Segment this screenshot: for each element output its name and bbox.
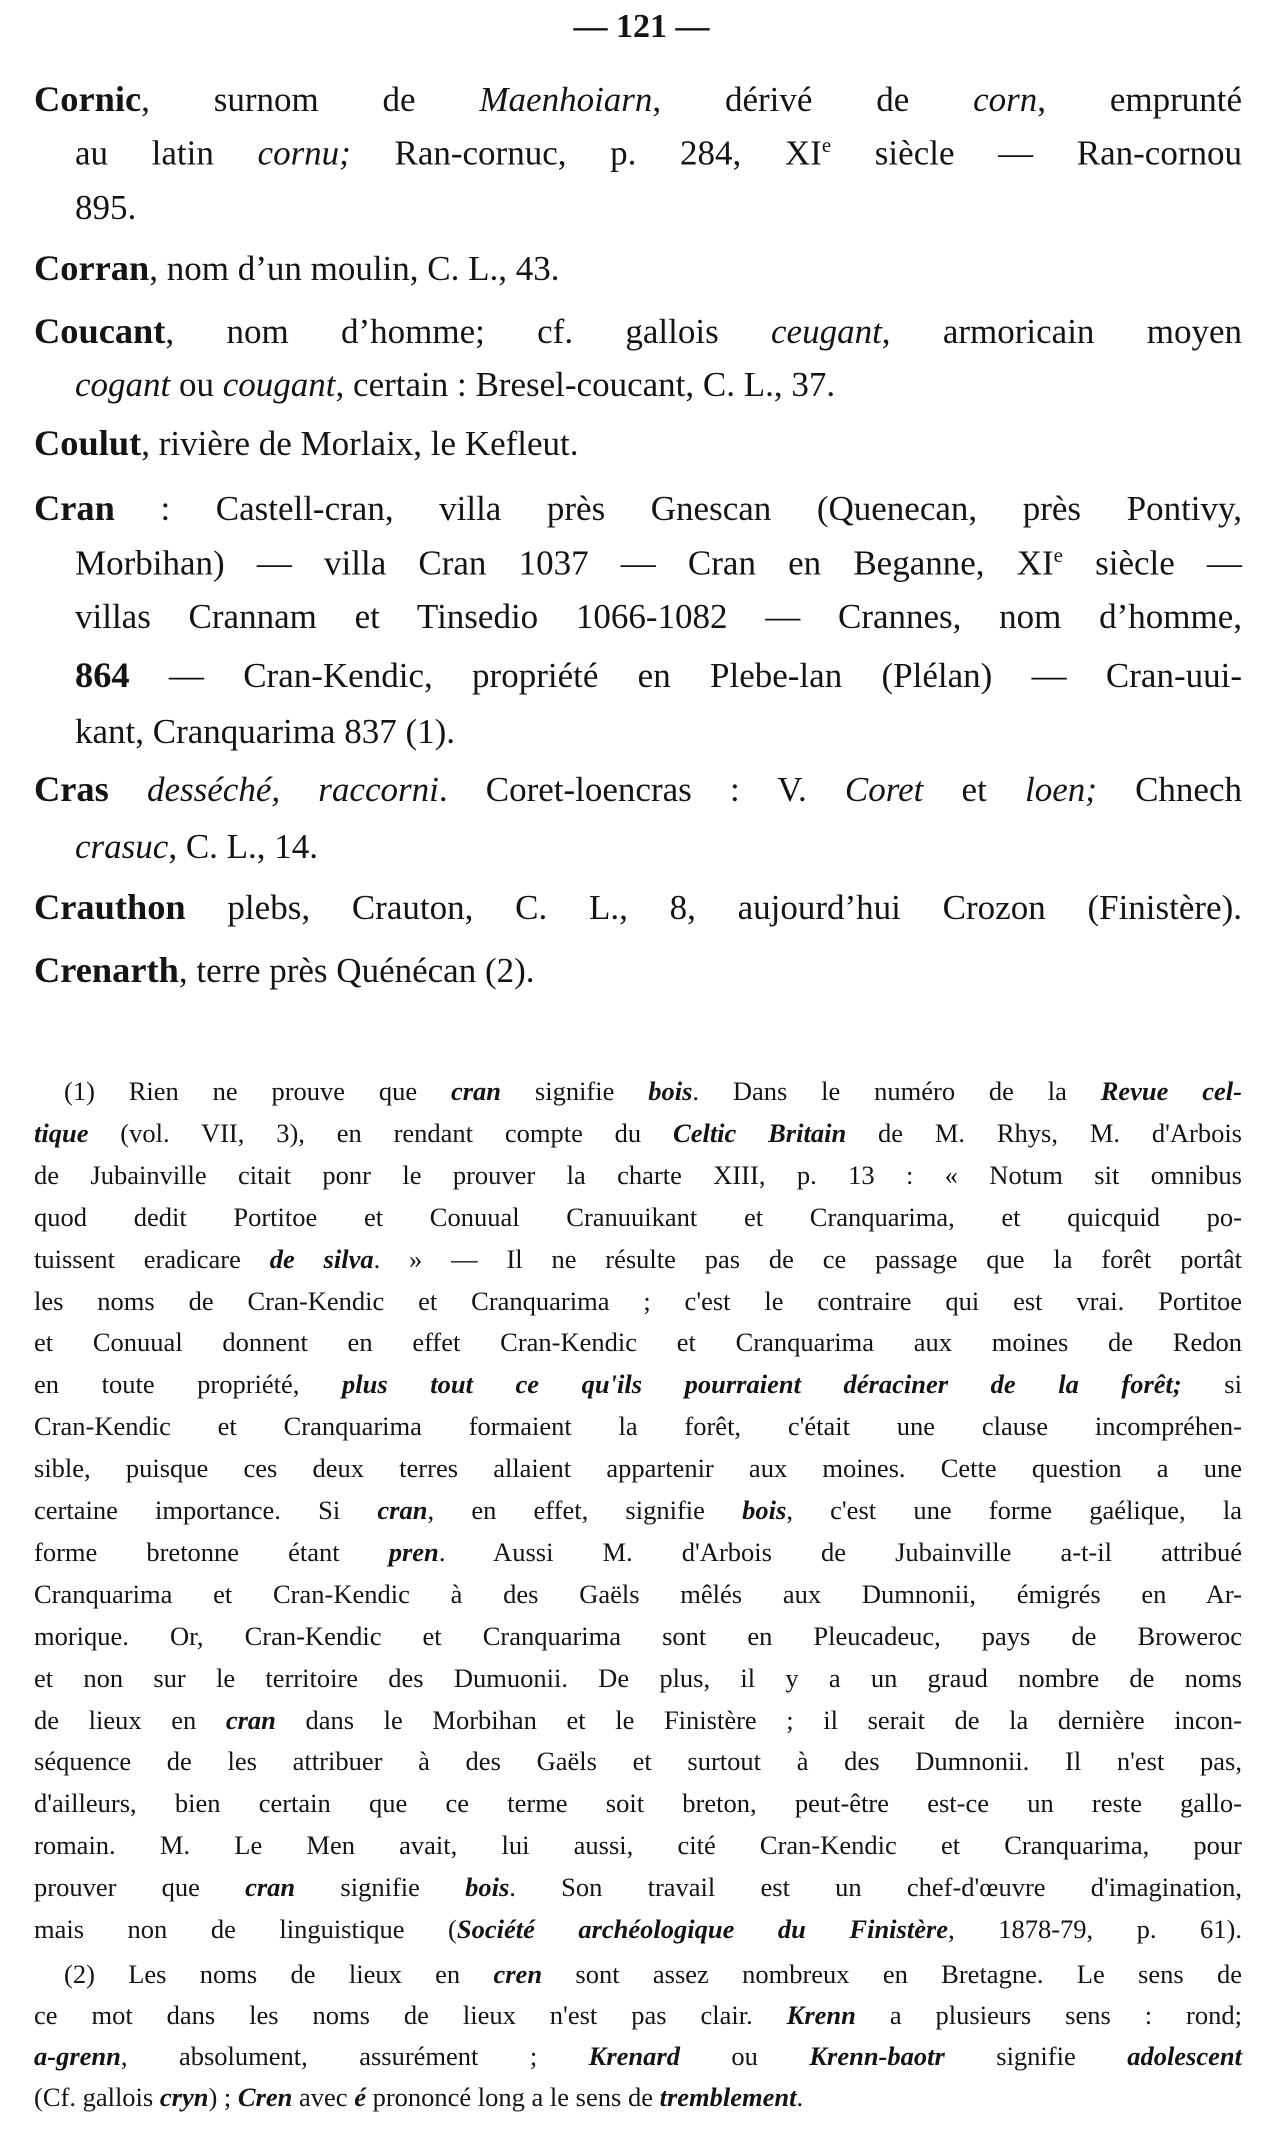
footnote-line [34,1413,1242,1441]
entry-headword: 864 [75,655,130,695]
text-run: (2) Les noms de lieux en [64,1959,494,1989]
text-run: et Conuual donnent en effet Cran-Kendic et Cranquarima aux moines de Redon [34,1327,1242,1358]
footnote-line [34,1285,1242,1316]
text-run: prouver que [34,1872,246,1903]
text-line [75,599,1242,635]
text-run: , nom d’homme; cf. gallois [165,312,771,351]
text-run: ou [170,365,223,404]
text-run: (Cf. gallois [34,2082,160,2112]
text-run: Cran-Kendic et Cranquarima formaient la forêt, c'était une clause incompréhen- [34,1411,1242,1442]
text-run: , c'est une forme gaélique, la [786,1495,1242,1525]
text-line [34,771,1242,807]
text-run: siècle — [1062,543,1242,583]
footnote-line [34,1874,1242,1902]
italic-text: Société archéologique du Finistère [456,1914,949,1944]
italic-text: tique [34,1117,89,1148]
text-line [34,313,1242,349]
italic-text: Krenn [786,2000,856,2030]
text-line [75,714,455,750]
text-run: romain. M. Le Men avait, lui aussi, cité Cran-Kendic et Cranquarima, pour [34,1830,1242,1861]
italic-text: pren [388,1536,439,1567]
entry-headword: Cras [34,769,109,809]
text-run: de M. Rhys, M. d'Arbois [846,1117,1242,1148]
text-run: certaine importance. Si [34,1495,378,1525]
text-run: sont assez nombreux en Bretagne. Le sens de [542,1959,1242,1989]
text-run: : Castell-cran, villa près Gnescan (Quenecan, près Pontivy, [114,489,1242,528]
text-run: , armoricain moyen [881,312,1242,351]
text-run: . Coret-loencras : V. [438,770,845,809]
text-run: a plusieurs sens : rond; [855,2000,1242,2030]
italic-text: plus tout ce qu'ils pourraient déraciner de la forêt; [342,1369,1182,1400]
footnote-line [34,1662,1242,1693]
text-run: au latin [75,133,258,173]
text-line [34,81,1242,117]
italic-text: loen; [1024,770,1097,809]
italic-text: Coret [844,770,924,809]
italic-text: é [354,2082,366,2112]
entry-headword: Coucant [34,311,166,351]
text-run: de Jubainville citait ponr le prouver la charte XIII, p. 13 : « Notum sit omnibus [34,1159,1242,1190]
footnote-line [34,1790,1242,1818]
text-line [34,490,1242,526]
text-run: forme bretonne étant [34,1536,389,1567]
text-run: signifie [295,1872,466,1903]
footnote-line [34,1578,1242,1609]
text-run [109,770,147,809]
text-run: , 1878-79, p. 61). [948,1914,1242,1944]
footnote-line [34,1117,1242,1148]
italic-text: cren [493,1959,543,1989]
text-line [75,545,1242,581]
text-run: . Aussi M. d'Arbois de Jubainville a-t-il attribué [438,1536,1243,1567]
text-run: séquence de les attribuer à des Gaëls et surtout à des Dumnonii. Il n'est pas, [34,1746,1242,1777]
italic-text: Cren [237,2082,293,2112]
text-run: mais non de linguistique ( [34,1914,457,1944]
text-run: de lieux en [34,1704,226,1735]
text-run: Chnech [1096,770,1242,809]
text-run: (vol. VII, 3), en rendant compte du [88,1117,674,1148]
text-run: sible, puisque ces deux terres allaient appartenir aux moines. Cette question a une [34,1453,1242,1484]
text-run: dans le Morbihan et le Finistère ; il serait de la dernière incon- [275,1704,1242,1735]
italic-text: cryn [159,2082,209,2112]
text-run: siècle — Ran-cornou [831,133,1242,173]
footnote-line [34,1371,1242,1399]
text-run: kant, Cranquarima 837 (1). [75,712,456,751]
footnote-line [34,1832,1242,1860]
text-line [75,657,1242,693]
text-run: Cranquarima et Cran-Kendic à des Gaëls mêlés aux Dumnonii, émigrés en Ar- [34,1578,1242,1609]
text-line [34,952,535,988]
text-run: , surnom de [141,80,480,119]
italic-text: cornu; [257,133,351,173]
text-run: signifie [501,1076,649,1106]
text-run: , emprunté [1037,80,1242,119]
entry-headword: Cornic [34,79,142,119]
italic-text: a-grenn [34,2041,121,2071]
entry-headword: Cran [34,488,115,528]
text-run: . [796,2082,804,2112]
text-run: . » — Il ne résulte pas de ce passage que la forêt portât [373,1243,1243,1274]
text-run: , en effet, signifie [427,1495,743,1525]
entry-headword: Crenarth [34,950,179,990]
italic-text: cran [377,1495,428,1525]
text-run: villas Crannam et Tinsedio 1066-1082 — Crannes, nom d’homme, [75,597,1242,636]
footnote-line [34,1201,1242,1232]
text-run: . Dans le numéro de la [692,1076,1101,1106]
footnote-line [64,1961,1242,1989]
footnote-line [34,2084,803,2112]
text-line [34,250,560,286]
italic-text: bois [648,1076,693,1106]
text-run: si [1181,1369,1242,1400]
text-line [75,135,1242,171]
footnote-line [34,1620,1242,1651]
text-run: Morbihan) — villa Cran 1037 — Cran en Beganne, XI [75,543,1054,583]
text-run: . Son travail est un chef-d'œuvre d'imagination, [509,1872,1242,1903]
text-run: prononcé long a le sens de [365,2082,660,2112]
italic-text: tremblement [659,2082,797,2112]
italic-text: adolescent [1127,2041,1242,2071]
entry-headword: Coulut [34,423,142,463]
text-line [34,425,579,461]
italic-text: cran [245,1872,296,1903]
text-line [75,190,136,226]
italic-text: ceugant [771,312,882,351]
text-run: , C. L., 14. [168,827,319,866]
italic-text: cogant [75,365,171,404]
text-run: tuissent eradicare [34,1243,270,1274]
text-line [75,367,835,403]
footnote-line [34,1455,1242,1483]
text-run: , rivière de Morlaix, le Kefleut. [141,424,579,463]
text-run: quod dedit Portitoe et Conuual Cranuuikant et Cranquarima, et quicquid po- [34,1201,1242,1232]
italic-text: bois [742,1495,787,1525]
italic-text: Krenard [588,2041,680,2071]
text-run: en toute propriété, [34,1369,343,1400]
superscript: e [1053,543,1063,567]
text-run: ou [679,2041,810,2071]
text-run: et non sur le territoire des Dumuonii. De plus, il y a un graud nombre de noms [34,1662,1242,1693]
italic-text: de silva [269,1243,374,1274]
text-run: morique. Or, Cran-Kendic et Cranquarima sont en Pleucadeuc, pays de Broweroc [34,1620,1242,1651]
text-run: Ran-cornuc, p. 284, XI [350,133,822,173]
italic-text: cran [225,1704,276,1735]
superscript: e [821,133,832,157]
footnote-line [34,1916,1242,1944]
text-run: d'ailleurs, bien certain que ce terme soit breton, peut-être est-ce un reste gallo- [34,1788,1242,1819]
italic-text: cougant [222,365,336,404]
footnote-line [34,2043,1242,2071]
footnote-line [34,1748,1242,1776]
footnote-line [64,1078,1242,1106]
footnote-line [34,1497,1242,1525]
italic-text: desséché, raccorni [146,770,439,809]
entry-headword: Corran [34,248,150,288]
text-run: , absolument, assurément ; [120,2041,589,2071]
italic-text: Revue cel- [1100,1076,1242,1106]
footnote-line [34,1329,1242,1357]
text-run: , dérivé de [652,80,974,119]
text-line [34,889,1242,925]
footnote-line [34,1159,1242,1190]
text-run: et [923,770,1025,809]
footnote-line [34,1536,1243,1567]
text-run: (1) Rien ne prouve que [64,1076,451,1106]
text-run: plebs, Crauton, C. L., 8, aujourd’hui Crozon (Finistère). [185,888,1242,927]
text-run: ) ; [208,2082,238,2112]
text-run: signifie [944,2041,1128,2071]
italic-text: crasuc [75,827,169,866]
text-run: ce mot dans les noms de lieux n'est pas clair. [34,2000,787,2030]
footnote-line [34,2002,1242,2030]
italic-text: corn [973,80,1038,119]
italic-text: bois [465,1872,510,1903]
text-run: avec [292,2082,355,2112]
italic-text: cran [450,1076,502,1106]
text-run: les noms de Cran-Kendic et Cranquarima ; c'est le contraire qui est vrai. Portitoe [34,1285,1242,1316]
text-run: , nom d’un moulin, C. L., 43. [149,249,560,288]
text-run: 895. [75,188,137,227]
footnote-line [34,1243,1243,1274]
text-line [75,829,318,865]
italic-text: Krenn-baotr [809,2041,945,2071]
italic-text: Celtic Britain [673,1117,847,1148]
italic-text: Maenhoiarn [479,80,653,119]
entry-headword: Crauthon [34,887,186,927]
text-run: — Cran-Kendic, propriété en Plebe-lan (Plélan) — Cran-uui- [129,656,1242,695]
page-number: — 121 — [573,8,710,45]
footnote-line [34,1704,1242,1735]
text-run: , certain : Bresel-coucant, C. L., 37. [335,365,836,404]
text-run: , terre près Quénécan (2). [178,951,535,990]
